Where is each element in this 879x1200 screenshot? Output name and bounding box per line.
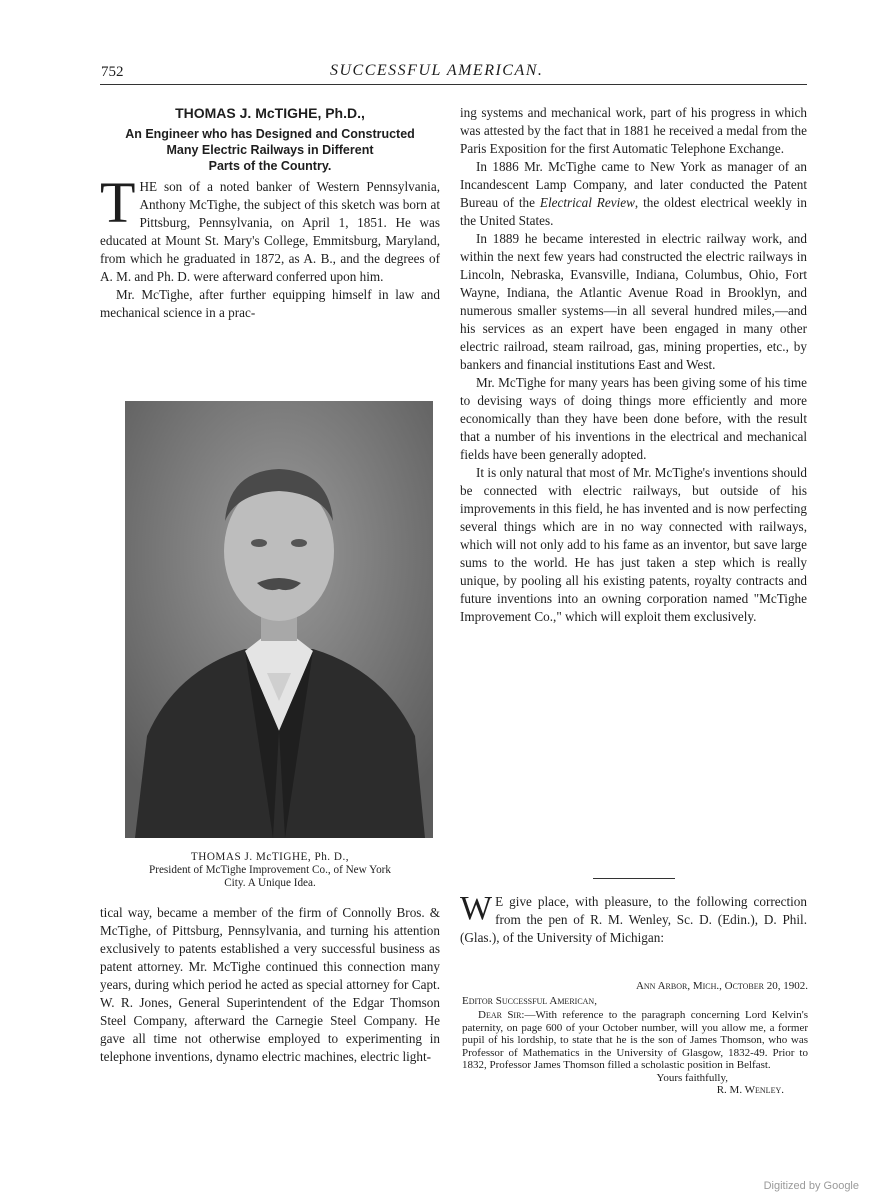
addressee: Editor Successful American,: [462, 994, 597, 1007]
salutation: Dear Sir:: [478, 1009, 525, 1021]
paragraph: [100, 170, 440, 286]
subtitle-line: Parts of the Country.: [208, 159, 332, 173]
signature: R. M. Wenley.: [716, 1084, 784, 1096]
paragraph: [460, 158, 807, 230]
left-column-bottom: [100, 904, 440, 1066]
article-subtitle: [100, 126, 440, 174]
correction-intro: [460, 890, 807, 947]
caption-line: THOMAS J. McTIGHE, Ph. D.,: [190, 851, 350, 863]
page-number: 752: [101, 64, 124, 80]
dateline: Ann Arbor, Mich., October 20, 1902.: [635, 980, 808, 992]
letter-text: —With reference to the paragraph concerning Lord Kelvin's paternity, on page 600 of your October number, will you allow me, a former pupil of his lordship, to state that he is the son of James Thomson, who was Professor of Mathematics in the University of Glasgow, 1832-49. Prior to 1832, Professor James Thomson filled a scholastic position in Belfast.: [462, 1009, 808, 1071]
portrait-photo: [125, 401, 433, 838]
letter-body: [462, 1009, 808, 1072]
caption-line: President of McTighe Improvement Co., of New York: [149, 864, 391, 876]
paragraph: Mr. McTighe, after further equipping himself in law and mechanical science in a prac-: [100, 287, 440, 320]
section-separator: [593, 878, 675, 879]
right-column: [460, 104, 807, 626]
subtitle-line: Many Electric Railways in Different: [166, 143, 374, 157]
caption-line: City. A Unique Idea.: [224, 877, 316, 889]
paragraph-text: HE son of a noted banker of Western Pennsylvania, Anthony McTighe, the subject of this sketch was born at Pittsburg, Pennsylvania, on April 1, 1851. He was educated at Mount St. Mary's College, Emmitsburg, Maryland, from which he graduated in 1872, as A. B., and the degrees of A. M. and Ph. D. were afterward conferred upon him.: [100, 179, 440, 284]
photo-caption: [100, 851, 440, 890]
article-title: THOMAS J. McTIGHE, Ph.D.,: [175, 105, 365, 121]
publication-name: Electrical Review: [539, 195, 635, 210]
header-rule: [100, 84, 807, 85]
paragraph: [460, 890, 807, 947]
watermark: Digitized by Google: [763, 1180, 859, 1192]
paragraph: Mr. McTighe for many years has been giving some of his time to devising ways of doing things more efficiently and more economically than they have been done before, with the result that a number of his inventions in the electrical and mechanical fields have been generally adopted.: [460, 375, 807, 462]
paragraph-text: In 1886 Mr. McTighe came to New York as manager of an Incandescent Lamp Company, and later conducted the Patent Bureau of the: [460, 159, 807, 210]
correction-letter: [462, 980, 808, 1097]
paragraph: tical way, became a member of the firm of Connolly Bros. & McTighe, of Pittsburg, Pennsylvania, and turning his attention exclusively to patents established a very successful business as patent attorney. Mr. McTighe continued this connection many years, during which period he acted as special attorney for Capt. W. R. Jones, General Superintendent of the Edgar Thomson Steel Company, afterward the Carnegie Steel Company. He gave all time not otherwise employed to experimenting in telephone inventions, dynamo electric machines, electric light-: [100, 905, 440, 1064]
paragraph: ing systems and mechanical work, part of his progress in which was attested by the fact that in 1881 he received a medal from the Paris Exposition for the first Automatic Telephone Exchange.: [460, 105, 807, 156]
paragraph: It is only natural that most of Mr. McTighe's inventions should be connected with electric railways, but outside of his improvements in this field, he has invented and is now perfecting several things which are in no way connected with railways, which will not only add to his fame as an inventor, but save large sums to the world. He has just taken a step which is really unique, by pooling all his existing patents, royalty contracts and future inventions into an owning corporation named "McTighe Improvement Co.," which will exploit them exclusively.: [460, 465, 807, 624]
subtitle-line: An Engineer who has Designed and Constructed: [125, 127, 415, 141]
left-column-top: [100, 104, 440, 322]
portrait-figure: [125, 401, 433, 838]
drop-cap: T: [100, 170, 136, 235]
drop-cap: W: [460, 890, 493, 927]
paragraph-text: E give place, with pleasure, to the following correction from the pen of R. M. Wenley, Sc. D. (Edin.), D. Phil. (Glas.), of the University of Michigan:: [460, 894, 807, 945]
closing: Yours faithfully,: [656, 1071, 728, 1084]
paragraph-text: , the oldest electrical weekly in the United States.: [460, 195, 807, 228]
running-head: SUCCESSFUL AMERICAN.: [330, 62, 544, 79]
paragraph: In 1889 he became interested in electric railway work, and within the next few years had constructed the electric railways in Lincoln, Nebraska, Evansville, Indiana, Columbus, Ohio, Fort Wayne, Indiana, the Atlantic Avenue Road in Brooklyn, and numerous smaller systems—in all several hundred miles,—and his services as an expert have been engaged in many other electric railroad, steam railroad, gas, mining properties, etc., by bankers and financial institutions East and West.: [460, 231, 807, 372]
